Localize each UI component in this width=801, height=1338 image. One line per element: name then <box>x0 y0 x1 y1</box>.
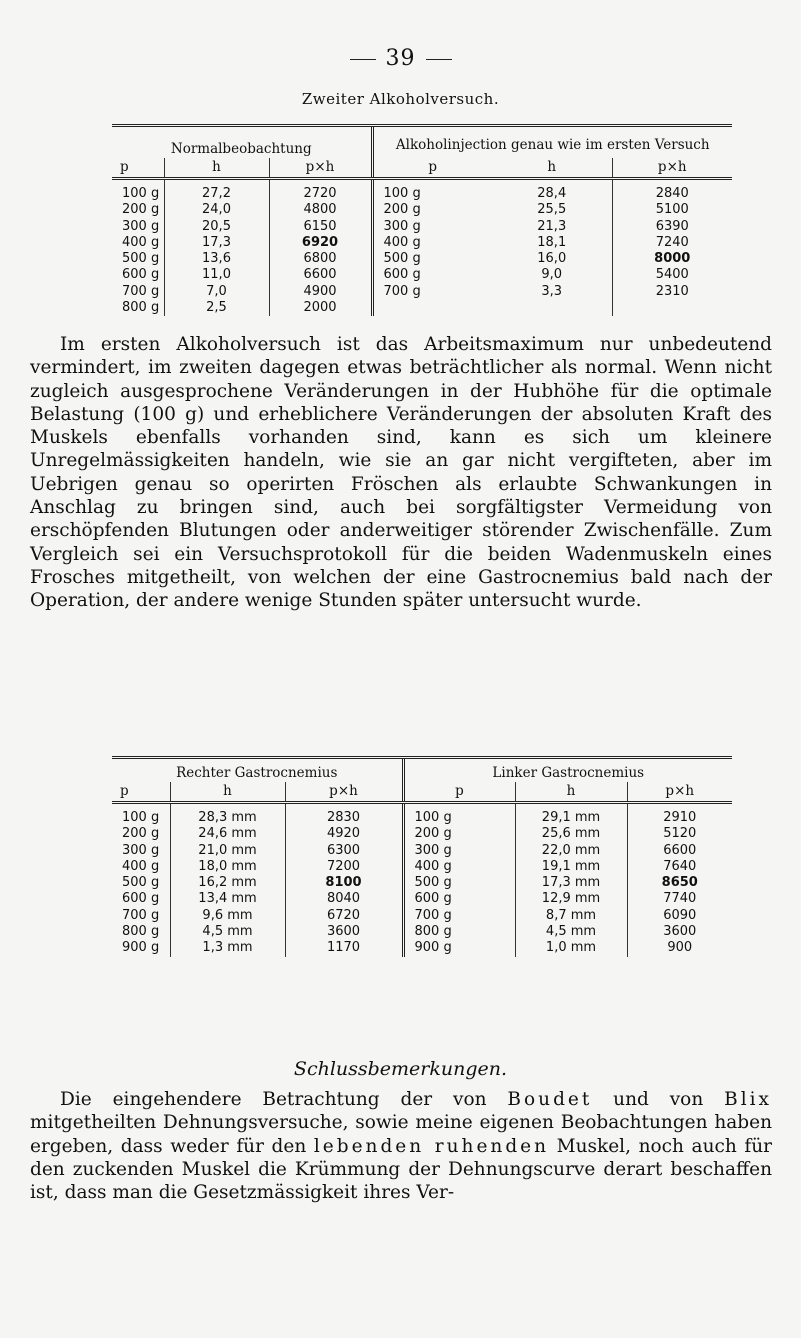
table-cell: 6600 <box>269 267 372 283</box>
table-cell: 6800 <box>269 251 372 267</box>
table-cell: 900 <box>627 940 732 956</box>
table-cell: 300 g <box>372 219 492 235</box>
table-cell: 200 g <box>122 202 160 218</box>
table-cell: 7740 <box>627 891 732 907</box>
table-cell: 2720 <box>269 179 372 203</box>
table-cell: 200 g <box>372 202 492 218</box>
table-cell: 500 g <box>122 875 160 891</box>
table-cell: 6720 <box>285 908 403 924</box>
table1-col-p: p <box>112 158 164 179</box>
table1-col-ph: p×h <box>269 158 372 179</box>
table-cell: 22,0 mm <box>515 843 627 859</box>
table2-col-p2: p <box>403 782 515 803</box>
table-cell: 3,3 <box>541 283 563 299</box>
table-cell: 25,6 mm <box>515 826 627 842</box>
table-cell: 9,0 <box>541 267 563 283</box>
table-cell: 800 g <box>122 300 160 316</box>
p2-part2: und von <box>592 1089 725 1110</box>
table-cell: 100 g <box>403 803 515 827</box>
table1-col-p2: p <box>372 158 492 179</box>
table1-body <box>112 179 732 317</box>
table-cell: 6600 <box>627 843 732 859</box>
table-cell: 4800 <box>269 202 372 218</box>
table-cell: 6300 <box>285 843 403 859</box>
table2-right-title: Linker Gastrocnemius <box>403 758 732 783</box>
dash-left <box>350 59 376 60</box>
table-cell: 8650 <box>627 875 732 891</box>
table-cell: 13,6 <box>164 251 269 267</box>
table-cell <box>372 300 492 316</box>
table-cell: 5100 <box>612 202 732 218</box>
table-row <box>112 908 732 924</box>
table-cell: 400 g <box>403 859 515 875</box>
table-cell: 3600 <box>627 924 732 940</box>
paragraph-2 <box>30 1088 772 1204</box>
table-cell: 21,3 <box>537 218 567 234</box>
paragraph-2-text <box>30 1088 772 1204</box>
table-cell: 7200 <box>285 859 403 875</box>
table-row <box>112 235 732 251</box>
table-row <box>112 179 732 203</box>
table-cell: 24,6 mm <box>170 826 285 842</box>
table-cell: 500 g <box>372 251 492 267</box>
table-cell: 24,0 <box>164 202 269 218</box>
table-cell: 600 g <box>403 891 515 907</box>
table-cell: 500 g <box>403 875 515 891</box>
table2-body <box>112 803 732 957</box>
table1-col-h2: h <box>492 158 612 179</box>
table-cell: 100 g <box>122 186 160 201</box>
paragraph-1-text: Im ersten Alkoholversuch ist das Arbeitsmaximum nur unbedeutend vermindert, im zweiten dagegen etwas beträchtlicher als normal. Wenn nicht zugleich ausgesprochene Veränderungen in der Hubhöhe für die optimale Belastung (100 g) und erheblichere Veränderungen der absoluten Kraft des Muskels ebenfalls vorhanden sind, kann es sich um kleinere Unregelmässigkeiten handeln, wie sie an gar nicht vergifteten, aber im Uebrigen genau so operirten Fröschen als erlaubte Schwankungen in Anschlag zu bringen sind, auch bei sorgfältigster Vermeidung von erschöpfenden Blutungen oder anderweitiger störender Zwischenfälle. Zum Vergleich sei ein Versuchsprotokoll für die beiden Wadenmuskeln eines Frosches mitgetheilt, von welchen der eine Gastrocnemius bald nach der Operation, der andere wenige Stunden später untersucht wurde. <box>30 334 772 612</box>
table-row <box>112 891 732 907</box>
table-cell: 700 g <box>122 283 160 299</box>
table-row <box>112 803 732 827</box>
table-cell: 400 g <box>122 858 160 874</box>
table1-col-ph2: p×h <box>612 158 732 179</box>
table-cell: 8,7 mm <box>515 908 627 924</box>
table-cell: 4,5 mm <box>515 924 627 940</box>
table-cell <box>492 300 612 316</box>
table-cell: 700 g <box>122 907 160 923</box>
table-row <box>112 924 732 940</box>
table-cell: 16,0 <box>537 251 567 267</box>
emphasis-lebenden-ruhenden: lebenden ruhenden <box>313 1135 550 1157</box>
table-cell: 800 g <box>403 924 515 940</box>
table-row <box>112 284 732 300</box>
table-cell: 6150 <box>269 219 372 235</box>
table-cell: 600 g <box>122 891 160 907</box>
table-cell: 18,0 mm <box>170 859 285 875</box>
table-cell: 1,3 mm <box>170 940 285 956</box>
table-normal-vs-alcohol <box>112 124 732 316</box>
table-gastrocnemius <box>112 756 732 957</box>
table-cell: 7240 <box>612 235 732 251</box>
section-title: Zweiter Alkoholversuch. <box>301 90 500 108</box>
table-cell: 11,0 <box>164 267 269 283</box>
table-row <box>112 843 732 859</box>
page-number-value: 39 <box>385 46 416 71</box>
table-row <box>112 859 732 875</box>
dash-right <box>426 59 452 60</box>
table-cell: 5400 <box>612 267 732 283</box>
table1-left-title: Normalbeobachtung <box>112 126 372 159</box>
table2-col-ph2: p×h <box>627 782 732 803</box>
table-cell: 18,1 <box>537 234 567 250</box>
page-number <box>0 46 801 71</box>
table1-right-title: Alkoholinjection genau wie im ersten Versuch <box>372 126 732 159</box>
table-cell: 1,0 mm <box>515 940 627 956</box>
table-cell: 29,1 mm <box>515 803 627 827</box>
table2-col-h2: h <box>515 782 627 803</box>
table-cell: 300 g <box>122 218 160 234</box>
author-blix: Blix <box>724 1089 772 1110</box>
table-cell: 17,3 <box>164 235 269 251</box>
table-cell: 600 g <box>122 267 160 283</box>
table-cell <box>612 300 732 316</box>
table-cell: 16,2 mm <box>170 875 285 891</box>
table-cell: 600 g <box>372 267 492 283</box>
table-cell: 300 g <box>403 843 515 859</box>
table-cell: 400 g <box>122 234 160 250</box>
table-cell: 28,4 <box>537 186 567 201</box>
table-cell: 25,5 <box>537 202 567 218</box>
p2-part1: Die eingehendere Betrachtung der von <box>60 1089 508 1110</box>
table2-col-h: h <box>170 782 285 803</box>
table-row <box>112 940 732 956</box>
table-row <box>112 219 732 235</box>
table2-left-title: Rechter Gastrocnemius <box>112 758 403 783</box>
table-cell: 2310 <box>612 284 732 300</box>
p2-part4: Muskel, noch auch für den zuckenden Muskel die Krümmung der Dehnungscurve derart beschaffen ist, dass man die Gesetzmässigkeit ihres Ver- <box>30 1135 773 1204</box>
table-row <box>112 202 732 218</box>
table-cell: 20,5 <box>164 219 269 235</box>
author-boudet: Boudet <box>507 1089 593 1110</box>
table-cell: 8100 <box>285 875 403 891</box>
table-cell: 1170 <box>285 940 403 956</box>
table-cell: 8000 <box>612 251 732 267</box>
table-cell: 2000 <box>269 300 372 316</box>
table-cell: 21,0 mm <box>170 843 285 859</box>
table-cell: 19,1 mm <box>515 859 627 875</box>
table-cell: 9,6 mm <box>170 908 285 924</box>
table-cell: 6390 <box>612 219 732 235</box>
table-cell: 2830 <box>285 803 403 827</box>
table-cell: 8040 <box>285 891 403 907</box>
table-cell: 4920 <box>285 826 403 842</box>
table-cell: 5120 <box>627 826 732 842</box>
table-cell: 2910 <box>627 803 732 827</box>
table-row <box>112 267 732 283</box>
paragraph-1 <box>30 333 772 613</box>
table-cell: 7640 <box>627 859 732 875</box>
table-cell: 27,2 <box>164 179 269 203</box>
table1-col-h: h <box>164 158 269 179</box>
table-cell: 700 g <box>403 908 515 924</box>
table-row <box>112 826 732 842</box>
table-cell: 500 g <box>122 251 160 267</box>
table-cell: 17,3 mm <box>515 875 627 891</box>
conclusion-title: Schlussbemerkungen. <box>293 1058 508 1080</box>
table-cell: 800 g <box>122 924 160 940</box>
table2-col-ph: p×h <box>285 782 403 803</box>
table-cell: 100 g <box>122 810 160 825</box>
table-cell: 4900 <box>269 284 372 300</box>
table-cell: 900 g <box>403 940 515 956</box>
table-cell: 300 g <box>122 842 160 858</box>
table-cell: 3600 <box>285 924 403 940</box>
table-cell: 13,4 mm <box>170 891 285 907</box>
table-cell: 400 g <box>372 235 492 251</box>
table-cell: 6920 <box>269 235 372 251</box>
p2-part3: mitgetheilten Dehnungsversuche, sowie meine eigenen Beobachtungen haben ergeben, dass weder für den <box>30 1112 772 1157</box>
table-row <box>112 875 732 891</box>
table-cell: 7,0 <box>164 284 269 300</box>
table-cell: 6090 <box>627 908 732 924</box>
table-cell: 12,9 mm <box>515 891 627 907</box>
table-cell: 2,5 <box>164 300 269 316</box>
table-cell: 900 g <box>122 940 160 956</box>
table-cell: 200 g <box>122 826 160 842</box>
table-row <box>112 300 732 316</box>
table-cell: 4,5 mm <box>170 924 285 940</box>
table-row <box>112 251 732 267</box>
table2-col-p: p <box>112 782 170 803</box>
table-cell: 28,3 mm <box>170 803 285 827</box>
table-cell: 100 g <box>372 179 492 203</box>
table-cell: 2840 <box>612 179 732 203</box>
table-cell: 700 g <box>372 284 492 300</box>
table-cell: 200 g <box>403 826 515 842</box>
